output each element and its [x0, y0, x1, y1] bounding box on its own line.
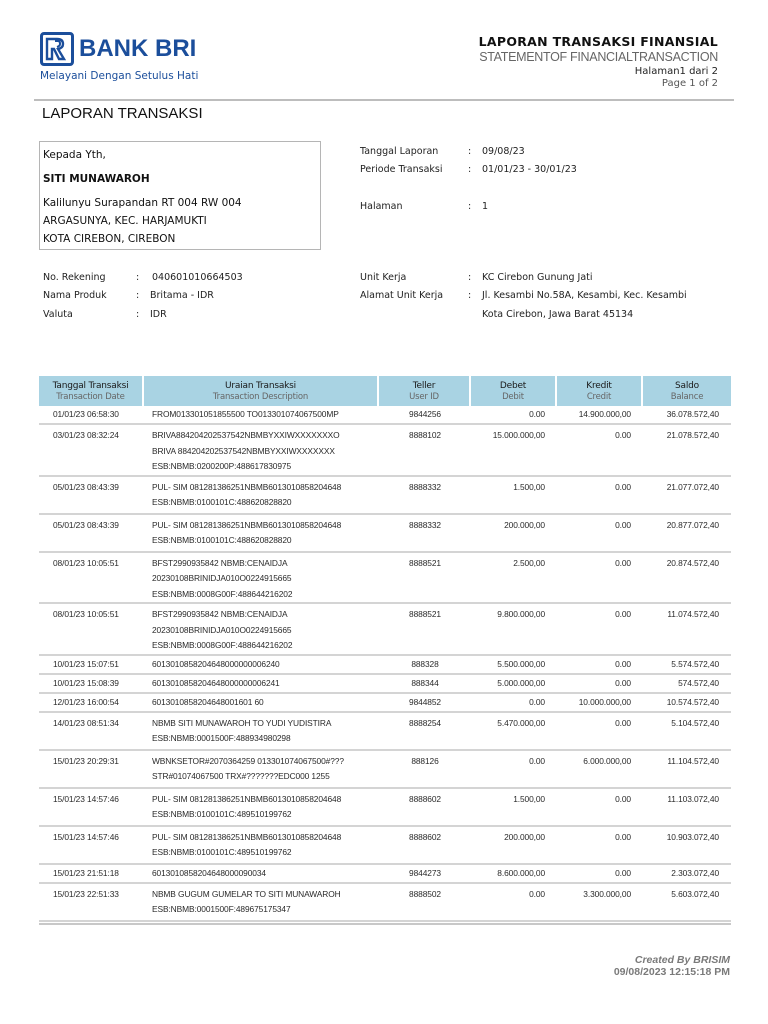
- teller-id: 8888102: [409, 430, 441, 440]
- credit-amount: 0.00: [615, 831, 631, 842]
- table-row: [39, 751, 731, 789]
- description-line: 6013010858204648001601 60: [152, 696, 264, 707]
- currency: IDR: [150, 308, 167, 320]
- credit-amount: 14.900.000,00: [578, 409, 631, 419]
- description-line: 6013010858204648000000006241: [152, 677, 280, 688]
- account-number-row: No. Rekening : 040601010664503: [43, 271, 243, 283]
- field-label: Unit Kerja: [360, 271, 407, 283]
- credit-amount: 3.300.000,00: [583, 888, 631, 899]
- transaction-date: 15/01/23 14:57:46: [53, 793, 119, 804]
- bank-tagline: Melayani Dengan Setulus Hati: [40, 70, 199, 82]
- debit-amount: 5.470.000,00: [497, 717, 545, 728]
- table-row: [39, 865, 731, 884]
- table-row: [39, 789, 731, 827]
- credit-amount: 0.00: [615, 557, 631, 568]
- balance-amount: 5.104.572,40: [671, 717, 719, 728]
- balance-amount: 5.574.572,40: [671, 658, 719, 669]
- description-line: WBNKSETOR#2070364259 013301074067500#???: [152, 755, 344, 766]
- address-line: ARGASUNYA, KEC. HARJAMUKTI: [43, 215, 207, 227]
- footer: [614, 954, 730, 978]
- greeting: Kepada Yth,: [43, 149, 106, 161]
- description-line: 6013010858204648000000006240: [152, 658, 280, 669]
- description-line: 20230108BRINIDJA010O0224915665: [152, 573, 292, 583]
- transaction-description: [144, 695, 379, 711]
- debit-amount: 0.00: [529, 888, 545, 899]
- debit-amount: 0.00: [529, 696, 545, 707]
- credit-amount: 0.00: [615, 430, 631, 440]
- balance-amount: 21.078.572,40: [666, 430, 719, 440]
- balance-amount: 11.103.072,40: [667, 793, 719, 804]
- table-end-divider: [39, 923, 731, 925]
- debit-amount: 8.600.000,00: [497, 867, 545, 878]
- balance-amount: 20.874.572,40: [666, 557, 719, 568]
- debit-amount: 200.000,00: [504, 831, 545, 842]
- transaction-date: 10/01/23 15:08:39: [53, 677, 119, 688]
- field-label: Valuta: [43, 308, 73, 320]
- transaction-date: 10/01/23 15:07:51: [53, 658, 119, 669]
- debit-amount: 15.000.000,00: [492, 430, 545, 440]
- teller-id: 8888521: [409, 557, 441, 568]
- table-row: [39, 604, 731, 656]
- teller-id: 9844273: [409, 867, 441, 878]
- table-row: [39, 694, 731, 713]
- table-row: [39, 515, 731, 553]
- balance-amount: 11.074.572,40: [667, 609, 719, 619]
- description-line: ESB:NBMB:0100101C:489510199762: [152, 847, 292, 857]
- teller-id: 888126: [411, 755, 439, 766]
- balance-amount: 574.572,40: [678, 677, 719, 688]
- bank-logo: [40, 32, 240, 82]
- teller-id: 9844256: [409, 409, 441, 419]
- transactions-table: [39, 376, 731, 925]
- credit-amount: 0.00: [615, 867, 631, 878]
- column-header-date: Tanggal Transaksi Transaction Date: [39, 376, 144, 406]
- transaction-description: [144, 716, 379, 749]
- transaction-date: 12/01/23 16:00:54: [53, 696, 119, 707]
- debit-amount: 9.800.000,00: [497, 609, 545, 619]
- field-label: Nama Produk: [43, 290, 107, 302]
- transaction-date: 15/01/23 21:51:18: [53, 867, 119, 878]
- teller-id: 9844852: [409, 696, 441, 707]
- teller-id: 888344: [411, 677, 439, 688]
- transaction-description: [144, 676, 379, 692]
- debit-amount: 2.500,00: [513, 557, 545, 568]
- transaction-date: 15/01/23 22:51:33: [53, 888, 119, 899]
- column-header-description: Uraian Transaksi Transaction Description: [144, 376, 379, 406]
- debit-amount: 0.00: [529, 409, 545, 419]
- bank-name: BANK BRI: [79, 35, 197, 62]
- transaction-period: 01/01/23 - 30/01/23: [482, 164, 577, 176]
- column-header-credit: Kredit Credit: [557, 376, 643, 406]
- description-line: BRIVA 884204202537542NBMBYXXIWXXXXXXX: [152, 445, 335, 456]
- branch-address: Jl. Kesambi No.58A, Kesambi, Kec. Kesambi: [482, 290, 687, 302]
- created-timestamp: 09/08/2023 12:15:18 PM: [613, 966, 730, 978]
- transaction-description: [144, 754, 379, 787]
- description-line: ESB:NBMB:0001500F:488934980298: [152, 733, 291, 743]
- credit-amount: 0.00: [615, 793, 631, 804]
- credit-amount: 0.00: [615, 609, 631, 619]
- teller-id: 8888602: [409, 793, 441, 804]
- field-label: Alamat Unit Kerja: [360, 290, 444, 302]
- transaction-description: [144, 792, 379, 825]
- credit-amount: 6.000.000,00: [583, 755, 631, 766]
- balance-amount: 2.303.072,40: [671, 867, 719, 878]
- page-indicator-id: Halaman1 dari 2: [634, 66, 718, 77]
- description-line: ESB:NBMB:0200200P:488617830975: [152, 461, 292, 471]
- branch-unit: KC Cirebon Gunung Jati: [482, 271, 593, 283]
- table-row: [39, 425, 731, 477]
- created-by: Created By BRISIM: [634, 954, 730, 966]
- teller-id: 8888332: [409, 481, 441, 492]
- description-line: ESB:NBMB:0100101C:488620828820: [152, 497, 292, 507]
- document-subtitle: STATEMENTOF FINANCIALTRANSACTION: [479, 50, 718, 64]
- period-row: Periode Transaksi : 01/01/23 - 30/01/23: [360, 164, 577, 176]
- description-line: FROM013301051855500 TO013301074067500MP: [152, 409, 339, 419]
- recipient-address-box: [39, 141, 321, 250]
- branch-unit-row: Unit Kerja : KC Cirebon Gunung Jati: [360, 271, 593, 283]
- account-info: [43, 268, 243, 324]
- balance-amount: 21.077.072,40: [666, 481, 719, 492]
- table-row: [39, 406, 731, 425]
- transaction-description: [144, 556, 379, 603]
- transaction-date: 08/01/23 10:05:51: [53, 557, 119, 568]
- branch-address-line-2: Kota Cirebon, Jawa Barat 45134: [482, 308, 634, 320]
- address-line: Kalilunyu Surapandan RT 004 RW 004: [43, 197, 242, 209]
- credit-amount: 0.00: [615, 481, 631, 492]
- debit-amount: 200.000,00: [504, 519, 545, 530]
- report-date-row: Tanggal Laporan : 09/08/23: [360, 145, 525, 157]
- transaction-description: [144, 480, 379, 513]
- teller-id: 8888332: [409, 519, 441, 530]
- balance-amount: 36.078.572,40: [666, 409, 719, 419]
- field-label: Periode Transaksi: [360, 164, 443, 176]
- debit-amount: 0.00: [529, 755, 545, 766]
- description-line: ESB:NBMB:0008G00F:488644216202: [152, 588, 293, 599]
- table-row: [39, 656, 731, 675]
- description-line: BFST2990935842 NBMB:CENAIDJA: [152, 557, 288, 568]
- description-line: PUL- SIM 081281386251NBMB6013010858204648: [152, 519, 342, 530]
- credit-amount: 0.00: [615, 519, 631, 530]
- transaction-date: 05/01/23 08:43:39: [53, 519, 119, 530]
- description-line: STR#01074067500 TRX#???????EDC000 1255: [152, 771, 330, 781]
- branch-address-row-2: [360, 305, 687, 324]
- description-line: PUL- SIM 081281386251NBMB6013010858204648: [152, 793, 342, 804]
- description-line: BFST2990935842 NBMB:CENAIDJA: [152, 609, 288, 619]
- recipient-name: SITI MUNAWAROH: [43, 173, 150, 185]
- balance-amount: 20.877.072,40: [666, 519, 719, 530]
- transaction-date: 01/01/23 06:58:30: [53, 409, 119, 419]
- teller-id: 8888502: [409, 888, 441, 899]
- debit-amount: 1.500,00: [513, 793, 545, 804]
- transaction-description: [144, 830, 379, 863]
- transaction-date: 15/01/23 20:29:31: [53, 755, 119, 766]
- table-header: [39, 376, 731, 406]
- description-line: NBMB SITI MUNAWAROH TO YUDI YUDISTIRA: [152, 717, 332, 728]
- bri-logo-icon: [40, 32, 74, 66]
- header-divider: [34, 99, 734, 101]
- credit-amount: 10.000.000,00: [578, 696, 631, 707]
- table-row: [39, 884, 731, 922]
- teller-id: 8888521: [409, 609, 441, 619]
- description-line: NBMB GUGUM GUMELAR TO SITI MUNAWAROH: [152, 888, 341, 899]
- page-number: 1: [482, 200, 489, 212]
- debit-amount: 5.500.000,00: [497, 658, 545, 669]
- transaction-description: [144, 607, 379, 654]
- balance-amount: 10.574.572,40: [666, 696, 719, 707]
- transaction-description: [144, 518, 379, 551]
- document-heading: [479, 34, 718, 89]
- description-line: PUL- SIM 081281386251NBMB6013010858204648: [152, 831, 342, 842]
- transaction-description: [144, 887, 379, 920]
- transaction-date: 15/01/23 14:57:46: [53, 831, 119, 842]
- description-line: ESB:NBMB:0001500F:489675175347: [152, 904, 291, 914]
- table-row: [39, 675, 731, 694]
- teller-id: 888328: [411, 658, 439, 669]
- transaction-date: 08/01/23 10:05:51: [53, 609, 119, 619]
- section-title: LAPORAN TRANSAKSI: [42, 105, 203, 122]
- table-body: [39, 406, 731, 922]
- field-label: Halaman: [360, 200, 403, 212]
- credit-amount: 0.00: [615, 658, 631, 669]
- transaction-description: [144, 657, 379, 673]
- transaction-description: [144, 428, 379, 475]
- field-label: No. Rekening: [43, 271, 106, 283]
- description-line: 20230108BRINIDJA010O0224915665: [152, 624, 292, 635]
- column-header-balance: Saldo Balance: [670, 380, 704, 402]
- description-line: ESB:NBMB:0100101C:488620828820: [152, 535, 292, 545]
- balance-amount: 5.603.072,40: [671, 888, 719, 899]
- product-name: Britama - IDR: [150, 290, 214, 302]
- table-row: [39, 477, 731, 515]
- currency-row: Valuta : IDR: [43, 308, 167, 320]
- debit-amount: 1.500,00: [513, 481, 545, 492]
- address-line: KOTA CIREBON, CIREBON: [43, 233, 176, 245]
- description-line: PUL- SIM 081281386251NBMB6013010858204648: [152, 481, 342, 492]
- report-date: 09/08/23: [482, 145, 525, 157]
- credit-amount: 0.00: [615, 677, 631, 688]
- column-header-teller: Teller User ID: [379, 376, 471, 406]
- description-line: 6013010858204648000090034: [152, 867, 266, 878]
- description-line: ESB:NBMB:0100101C:489510199762: [152, 809, 292, 819]
- transaction-description: [144, 407, 379, 423]
- column-header-debit: Debet Debit: [471, 376, 557, 406]
- balance-amount: 10.903.072,40: [666, 831, 719, 842]
- page-indicator-en: Page 1 of 2: [661, 78, 718, 89]
- document-title: LAPORAN TRANSAKSI FINANSIAL: [478, 34, 718, 49]
- field-label: Tanggal Laporan: [360, 145, 439, 157]
- description-line: BRIVA884204202537542NBMBYXXIWXXXXXXXO: [152, 430, 340, 440]
- transaction-date: 14/01/23 08:51:34: [53, 717, 119, 728]
- table-row: [39, 827, 731, 865]
- transaction-description: [144, 866, 379, 882]
- description-line: ESB:NBMB:0008G00F:488644216202: [152, 640, 293, 650]
- teller-id: 8888254: [409, 717, 441, 728]
- account-number: 040601010664503: [152, 271, 243, 283]
- page-row: Halaman : 1: [360, 200, 489, 212]
- transaction-date: 03/01/23 08:32:24: [53, 430, 119, 440]
- product-row: Nama Produk : Britama - IDR: [43, 290, 214, 302]
- transaction-date: 05/01/23 08:43:39: [53, 481, 119, 492]
- credit-amount: 0.00: [615, 717, 631, 728]
- report-info: [360, 142, 577, 216]
- table-row: [39, 713, 731, 751]
- balance-amount: 11.104.572,40: [667, 755, 719, 766]
- teller-id: 8888602: [409, 831, 441, 842]
- branch-info: [360, 268, 687, 324]
- branch-address-row: Alamat Unit Kerja : Jl. Kesambi No.58A, Kesambi, Kec. Kesambi: [360, 290, 687, 302]
- debit-amount: 5.000.000,00: [497, 677, 545, 688]
- table-row: [39, 553, 731, 605]
